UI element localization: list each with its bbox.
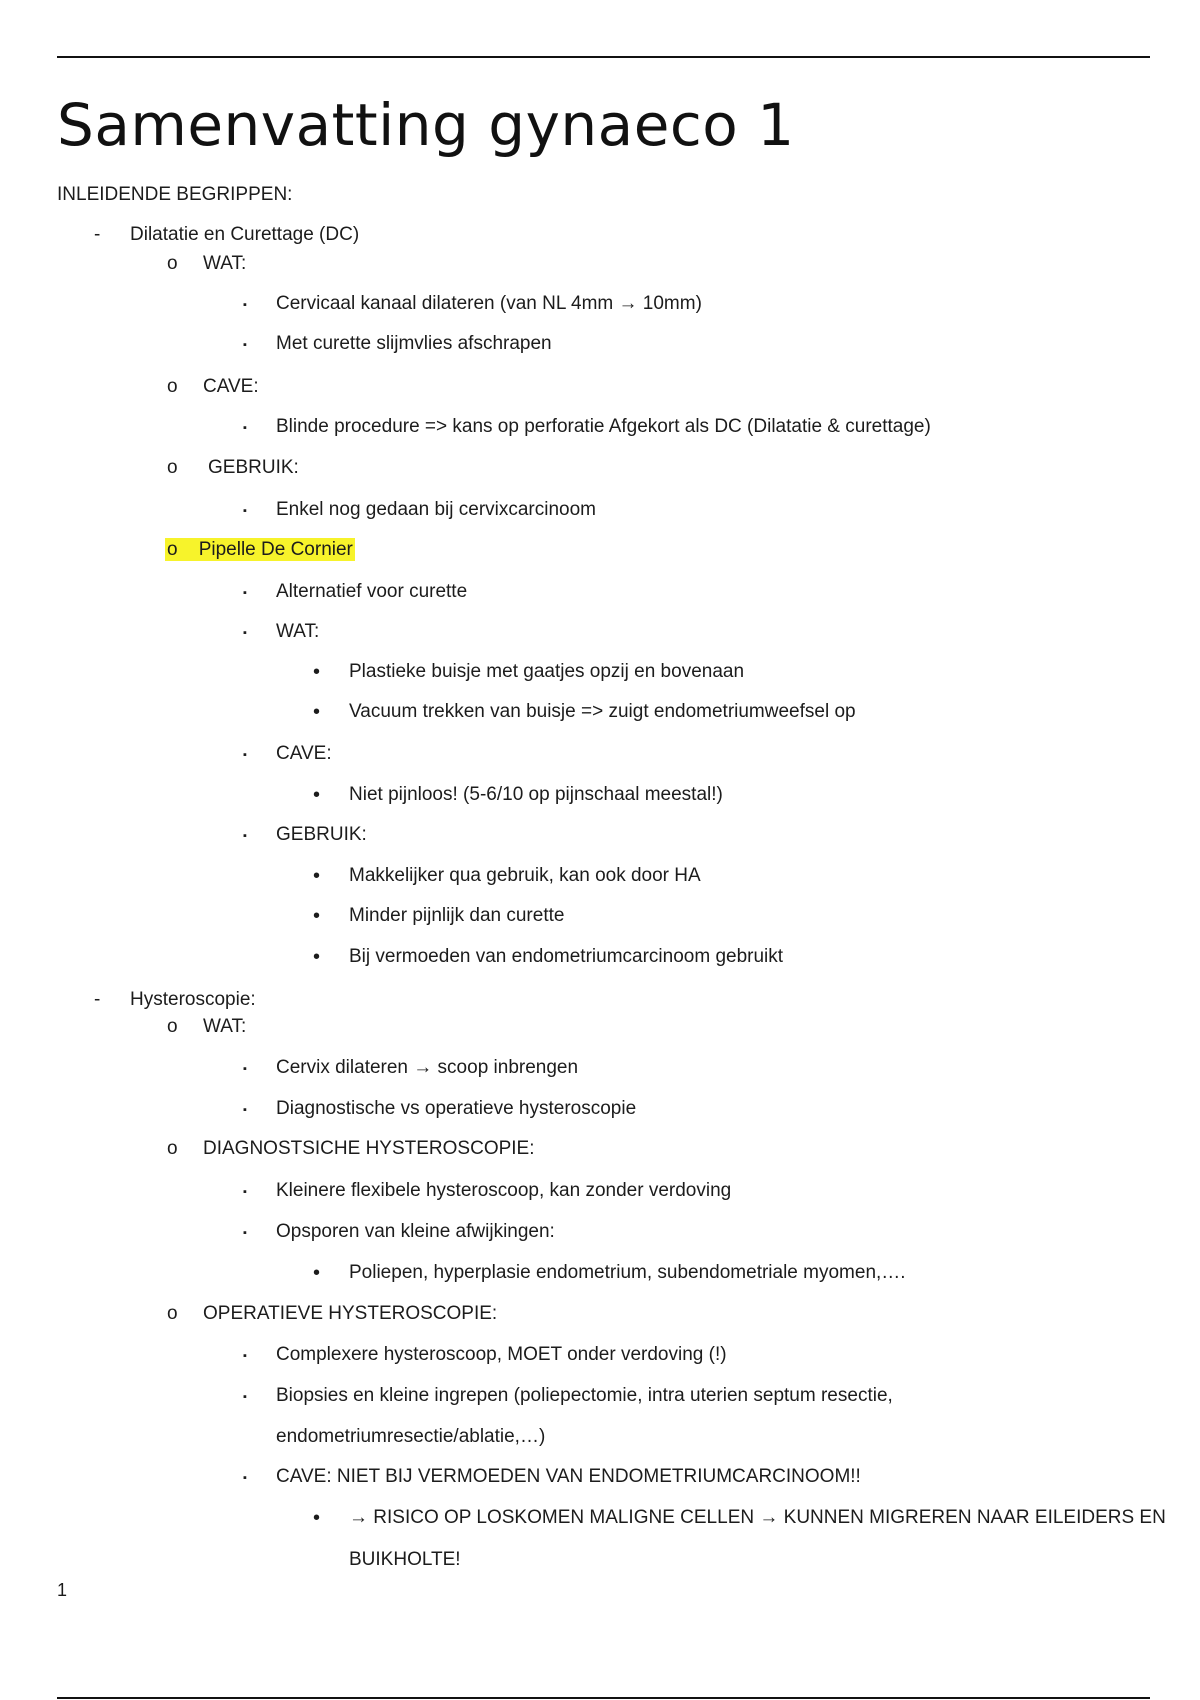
- dot-bullet: •: [313, 946, 321, 968]
- list-item: Bij vermoeden van endometriumcarcinoom gebruikt: [349, 946, 784, 967]
- list-item: Makkelijker qua gebruik, kan ook door HA: [349, 865, 701, 886]
- square-bullet: ▪: [243, 1186, 247, 1198]
- square-bullet: ▪: [243, 749, 247, 761]
- o-bullet: o: [167, 253, 178, 274]
- list-item: Niet pijnloos! (5-6/10 op pijnschaal meestal!): [349, 784, 723, 805]
- square-bullet: ▪: [243, 1104, 247, 1116]
- list-item: Opsporen van kleine afwijkingen:: [276, 1221, 555, 1242]
- o-bullet: o: [167, 457, 178, 478]
- square-bullet: ▪: [243, 422, 247, 434]
- list-item: Complexere hysteroscoop, MOET onder verdoving (!): [276, 1344, 727, 1365]
- pipelle-title: Pipelle De Cornier: [198, 539, 353, 560]
- highlighted-text: o Pipelle De Cornier: [167, 539, 353, 560]
- dc-cave-label: CAVE:: [203, 376, 259, 397]
- list-item-continuation: BUIKHOLTE!: [349, 1549, 461, 1570]
- top-rule: [57, 56, 1150, 58]
- list-item: Alternatief voor curette: [276, 581, 468, 602]
- list-item: Kleinere flexibele hysteroscoop, kan zonder verdoving: [276, 1180, 732, 1201]
- square-bullet: ▪: [243, 1063, 247, 1075]
- dc-gebruik-label: GEBRUIK:: [208, 457, 299, 478]
- dot-bullet: •: [313, 661, 321, 683]
- list-item: → RISICO OP LOSKOMEN MALIGNE CELLEN → KUNNEN MIGREREN NAAR EILEIDERS EN: [349, 1507, 1166, 1528]
- list-item: Minder pijnlijk dan curette: [349, 905, 565, 926]
- page-number: 1: [57, 1580, 68, 1600]
- pipelle-highlight: [165, 538, 355, 562]
- pipelle-wat-label: WAT:: [276, 621, 320, 642]
- square-bullet: ▪: [243, 339, 247, 351]
- list-item: Diagnostische vs operatieve hysteroscopie: [276, 1098, 637, 1119]
- dc-wat-label: WAT:: [203, 253, 247, 274]
- dash-bullet: -: [94, 989, 101, 1010]
- hystero-oper-label: OPERATIEVE HYSTEROSCOPIE:: [203, 1303, 498, 1324]
- o-bullet: o: [167, 376, 178, 397]
- list-item-continuation: endometriumresectie/ablatie,…): [276, 1426, 546, 1447]
- dot-bullet: •: [313, 1507, 321, 1529]
- pipelle-cave-label: CAVE:: [276, 743, 332, 764]
- square-bullet: ▪: [243, 830, 247, 842]
- o-bullet: o: [167, 1016, 178, 1037]
- list-item: Plastieke buisje met gaatjes opzij en bovenaan: [349, 661, 745, 682]
- dot-bullet: •: [313, 701, 321, 723]
- dot-bullet: •: [313, 905, 321, 927]
- square-bullet: ▪: [243, 627, 247, 639]
- bottom-rule: [57, 1697, 1150, 1699]
- list-item: Enkel nog gedaan bij cervixcarcinoom: [276, 499, 597, 520]
- hystero-wat-label: WAT:: [203, 1016, 247, 1037]
- square-bullet: ▪: [243, 1227, 247, 1239]
- o-bullet: o: [167, 1303, 178, 1324]
- list-item: Vacuum trekken van buisje => zuigt endometriumweefsel op: [349, 701, 856, 722]
- square-bullet: ▪: [243, 299, 247, 311]
- square-bullet: ▪: [243, 1472, 247, 1484]
- dot-bullet: •: [313, 1262, 321, 1284]
- dc-title: Dilatatie en Curettage (DC): [130, 224, 360, 245]
- list-item: CAVE: NIET BIJ VERMOEDEN VAN ENDOMETRIUMCARCINOOM!!: [276, 1466, 861, 1487]
- dot-bullet: •: [313, 784, 321, 806]
- o-bullet: o: [167, 1138, 178, 1159]
- list-item: Cervicaal kanaal dilateren (van NL 4mm → 10mm): [276, 293, 702, 314]
- square-bullet: ▪: [243, 505, 247, 517]
- square-bullet: ▪: [243, 1350, 247, 1362]
- hystero-title: Hysteroscopie:: [130, 989, 256, 1010]
- dash-bullet: -: [94, 224, 101, 245]
- page-title: Samenvatting gynaeco 1: [57, 91, 795, 159]
- list-item: Biopsies en kleine ingrepen (poliepectomie, intra uterien septum resectie,: [276, 1385, 893, 1406]
- list-item: Blinde procedure => kans op perforatie Afgekort als DC (Dilatatie & curettage): [276, 416, 931, 437]
- list-item: Poliepen, hyperplasie endometrium, subendometriale myomen,….: [349, 1262, 906, 1283]
- pipelle-gebruik-label: GEBRUIK:: [276, 824, 367, 845]
- hystero-diag-label: DIAGNOSTSICHE HYSTEROSCOPIE:: [203, 1138, 535, 1159]
- square-bullet: ▪: [243, 1391, 247, 1403]
- list-item: Met curette slijmvlies afschrapen: [276, 333, 552, 354]
- list-item: Cervix dilateren → scoop inbrengen: [276, 1057, 579, 1078]
- square-bullet: ▪: [243, 587, 247, 599]
- dot-bullet: •: [313, 865, 321, 887]
- section-heading: INLEIDENDE BEGRIPPEN:: [57, 184, 293, 205]
